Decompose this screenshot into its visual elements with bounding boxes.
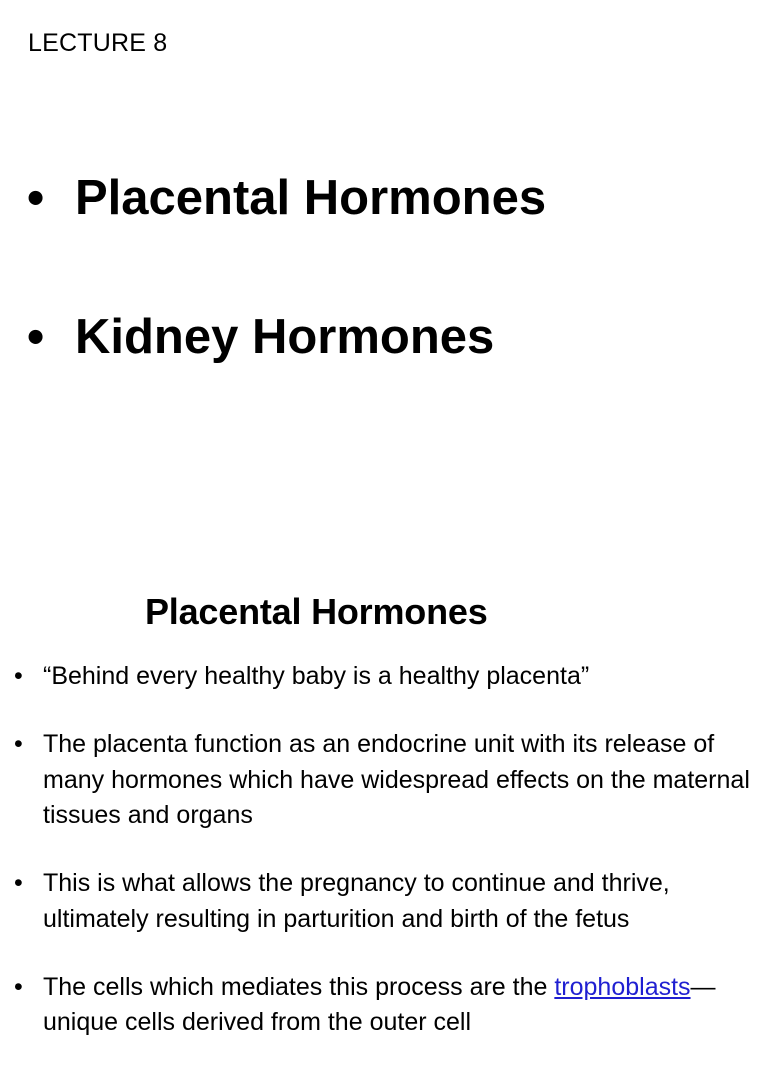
section-bullet-list [14,659,759,1073]
topic-item-placental [27,167,546,229]
lecture-label: LECTURE 8 [28,29,168,57]
topic-list [27,167,546,368]
bullet-icon: • [14,662,23,690]
list-item-text-before: The cells which mediates this process are the [43,972,555,1001]
list-item [14,727,759,834]
list-item [14,659,759,695]
bullet-icon: • [14,972,23,1001]
list-item [14,970,759,1041]
trophoblasts-link[interactable]: trophoblasts [554,972,691,1001]
bullet-icon: • [27,310,45,364]
section-title: Placental Hormones [145,591,488,632]
list-item [14,866,759,937]
list-item-text: The placenta function as an endocrine unit with its release of many hormones which have widespread effects on the maternal tissues and organs [43,730,750,829]
list-item-text: “Behind every healthy baby is a healthy placenta” [43,662,590,690]
bullet-icon: • [27,171,45,225]
list-item-text-after: —unique cells derived from the outer cell [43,972,716,1036]
topic-label: Placental Hormones [75,171,547,225]
topic-label: Kidney Hormones [75,310,495,364]
bullet-icon: • [14,869,23,897]
list-item-text: This is what allows the pregnancy to continue and thrive, ultimately resulting in parturition and birth of the fetus [43,869,670,933]
bullet-icon: • [14,730,23,758]
topic-item-kidney [27,306,546,368]
